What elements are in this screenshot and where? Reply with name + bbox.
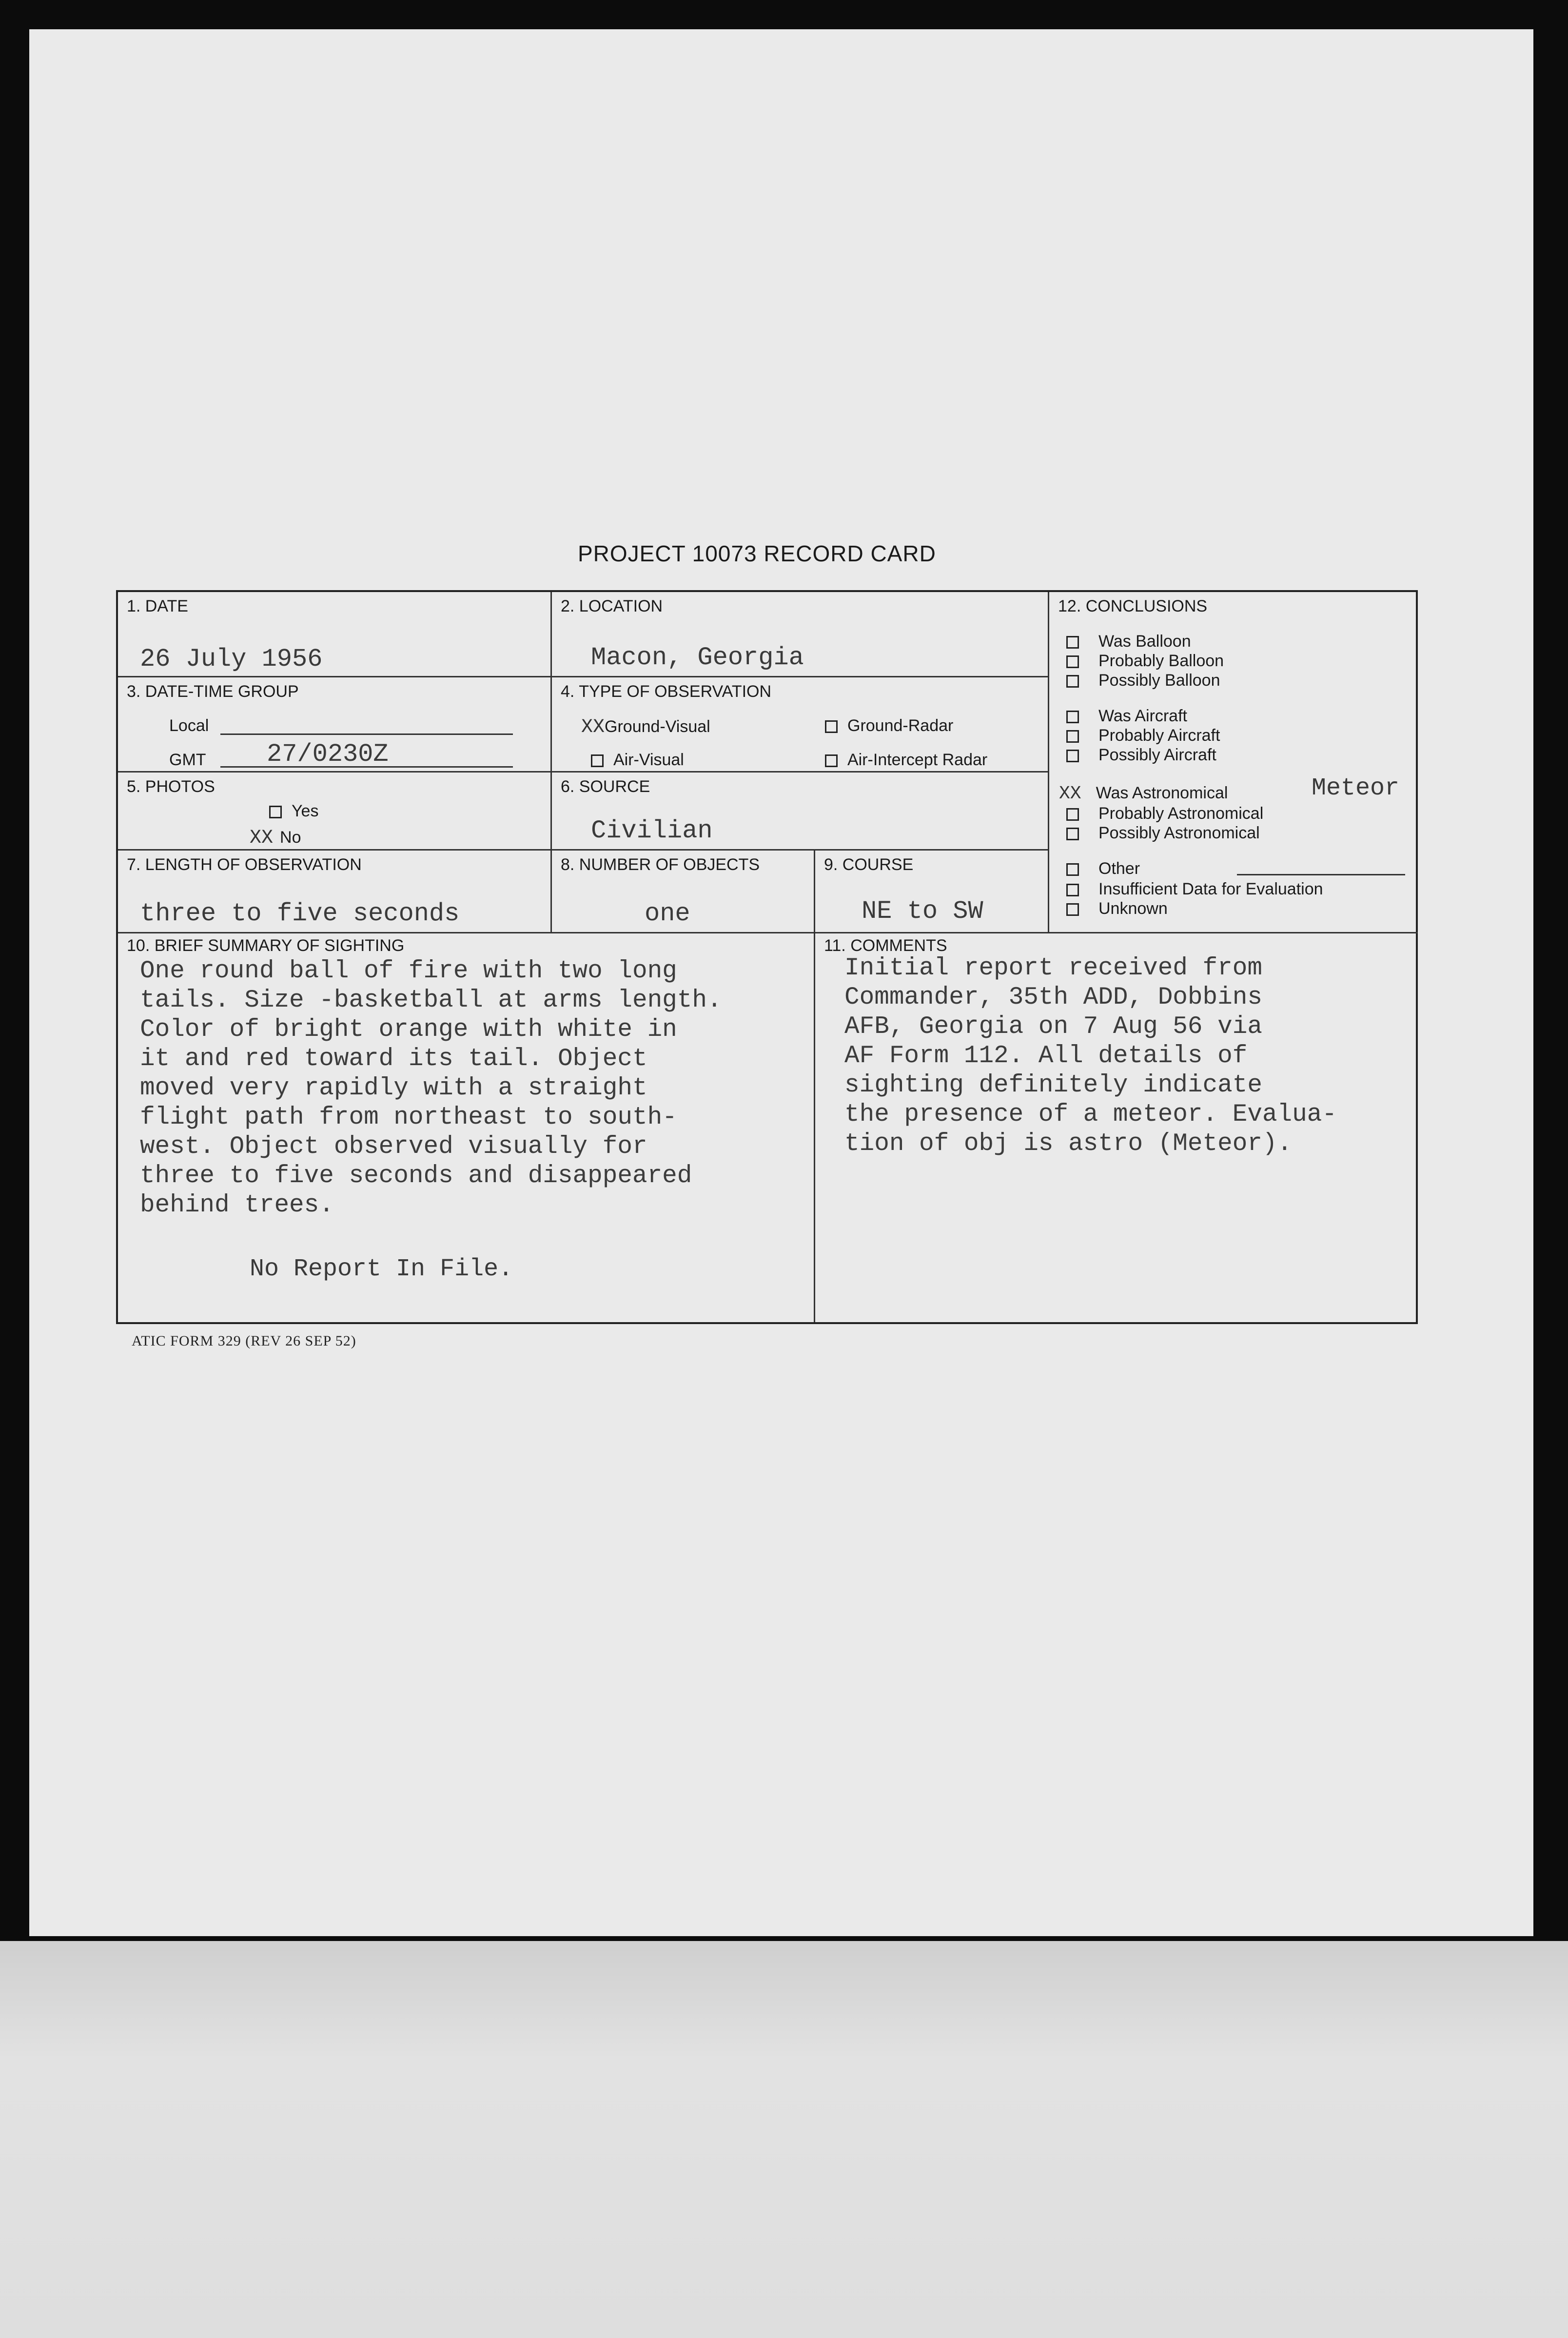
checkbox-icon bbox=[591, 754, 604, 767]
comments-line: the presence of a meteor. Evalua- bbox=[844, 1101, 1337, 1129]
was-aircraft-option bbox=[1066, 707, 1187, 726]
date-label: 1. DATE bbox=[127, 597, 188, 615]
other-option bbox=[1066, 859, 1140, 878]
was-astronomical-option bbox=[1059, 783, 1228, 804]
length-label: 7. LENGTH OF OBSERVATION bbox=[127, 855, 362, 874]
probably-aircraft-label: Probably Aircraft bbox=[1098, 726, 1220, 745]
comments-line: AF Form 112. All details of bbox=[844, 1042, 1248, 1070]
ground-visual-check-mark: XX bbox=[581, 716, 605, 738]
checkbox-icon bbox=[1066, 863, 1079, 876]
location-cell bbox=[552, 592, 1049, 677]
checkbox-icon bbox=[269, 806, 282, 818]
was-balloon-option bbox=[1066, 632, 1191, 651]
ground-visual-label: Ground-Visual bbox=[605, 717, 710, 736]
checkbox-icon bbox=[825, 754, 838, 767]
length-cell bbox=[118, 851, 552, 933]
checkbox-icon bbox=[1066, 828, 1079, 840]
possibly-aircraft-option bbox=[1066, 746, 1216, 765]
unknown-label: Unknown bbox=[1098, 899, 1168, 918]
checkbox-icon bbox=[1066, 655, 1079, 668]
conclusions-label: 12. CONCLUSIONS bbox=[1058, 597, 1208, 615]
form-footer: ATIC FORM 329 (REV 26 SEP 52) bbox=[132, 1333, 356, 1349]
checkbox-icon bbox=[1066, 675, 1079, 688]
gmt-value: 27/0230Z bbox=[267, 740, 389, 769]
summary-cell bbox=[118, 933, 815, 1322]
course-value: NE to SW bbox=[862, 897, 983, 926]
comments-cell bbox=[815, 933, 1418, 1322]
checkbox-icon bbox=[825, 720, 838, 733]
air-visual-option bbox=[591, 751, 684, 770]
unknown-option bbox=[1066, 899, 1168, 918]
photos-yes-option bbox=[269, 802, 318, 821]
summary-line: behind trees. bbox=[140, 1191, 334, 1219]
course-cell bbox=[815, 851, 1049, 933]
observation-type-cell bbox=[552, 677, 1049, 773]
summary-label: 10. BRIEF SUMMARY OF SIGHTING bbox=[127, 936, 405, 955]
photos-yes-label: Yes bbox=[292, 802, 319, 820]
date-cell bbox=[118, 592, 552, 677]
location-value: Macon, Georgia bbox=[591, 643, 804, 672]
observation-type-label: 4. TYPE OF OBSERVATION bbox=[561, 682, 772, 701]
summary-line: Color of bright orange with white in bbox=[140, 1016, 677, 1044]
summary-line: west. Object observed visually for bbox=[140, 1133, 647, 1161]
probably-aircraft-option bbox=[1066, 726, 1220, 745]
summary-line: three to five seconds and disappeared bbox=[140, 1162, 692, 1190]
summary-line: One round ball of fire with two long bbox=[140, 957, 677, 985]
checkbox-icon bbox=[1066, 884, 1079, 896]
local-label: Local bbox=[169, 716, 209, 735]
insufficient-label: Insufficient Data for Evaluation bbox=[1098, 880, 1323, 898]
astronomical-note: Meteor bbox=[1312, 774, 1400, 802]
probably-astronomical-label: Probably Astronomical bbox=[1098, 804, 1264, 823]
checkbox-icon bbox=[1066, 730, 1079, 743]
checkbox-icon bbox=[1066, 750, 1079, 762]
source-cell bbox=[552, 773, 1049, 851]
comments-line: sighting definitely indicate bbox=[844, 1071, 1262, 1099]
other-line bbox=[1237, 874, 1405, 875]
date-value: 26 July 1956 bbox=[140, 645, 323, 674]
photos-no-option bbox=[250, 827, 301, 849]
probably-balloon-option bbox=[1066, 652, 1224, 671]
checkbox-icon bbox=[1066, 711, 1079, 723]
possibly-aircraft-label: Possibly Aircraft bbox=[1098, 746, 1216, 764]
ground-visual-option bbox=[581, 716, 710, 738]
probably-astronomical-option bbox=[1066, 804, 1263, 823]
probably-balloon-label: Probably Balloon bbox=[1098, 652, 1224, 670]
course-label: 9. COURSE bbox=[824, 855, 914, 874]
was-balloon-label: Was Balloon bbox=[1098, 632, 1191, 651]
summary-note: No Report In File. bbox=[250, 1255, 513, 1283]
checkbox-icon bbox=[1066, 903, 1079, 916]
summary-line: moved very rapidly with a straight bbox=[140, 1074, 647, 1102]
possibly-astronomical-option bbox=[1066, 824, 1260, 843]
comments-line: tion of obj is astro (Meteor). bbox=[844, 1130, 1293, 1158]
comments-line: Commander, 35th ADD, Dobbins bbox=[844, 984, 1262, 1011]
ground-radar-option bbox=[825, 716, 953, 735]
objects-value: one bbox=[645, 899, 690, 928]
length-value: three to five seconds bbox=[140, 899, 460, 928]
checkbox-icon bbox=[1066, 808, 1079, 821]
was-aircraft-label: Was Aircraft bbox=[1098, 707, 1187, 725]
other-label: Other bbox=[1098, 859, 1140, 878]
photos-cell bbox=[118, 773, 552, 851]
checkbox-icon bbox=[1066, 636, 1079, 649]
comments-line: AFB, Georgia on 7 Aug 56 via bbox=[844, 1013, 1262, 1041]
air-intercept-option bbox=[825, 751, 987, 770]
air-intercept-label: Air-Intercept Radar bbox=[847, 751, 988, 769]
possibly-astronomical-label: Possibly Astronomical bbox=[1098, 824, 1260, 842]
photos-label: 5. PHOTOS bbox=[127, 777, 215, 796]
summary-line: tails. Size -basketball at arms length. bbox=[140, 987, 722, 1014]
local-line bbox=[220, 733, 513, 735]
insufficient-option bbox=[1066, 880, 1323, 899]
was-astronomical-label: Was Astronomical bbox=[1096, 784, 1228, 802]
photos-no-label: No bbox=[280, 828, 301, 847]
scan-background bbox=[0, 1941, 1568, 2338]
photos-no-check-mark: XX bbox=[250, 827, 274, 849]
comments-label: 11. COMMENTS bbox=[824, 936, 947, 955]
source-value: Civilian bbox=[591, 816, 713, 845]
possibly-balloon-label: Possibly Balloon bbox=[1098, 671, 1220, 690]
gmt-label: GMT bbox=[169, 751, 206, 769]
was-astronomical-check-mark: XX bbox=[1059, 783, 1081, 804]
possibly-balloon-option bbox=[1066, 671, 1220, 690]
location-label: 2. LOCATION bbox=[561, 597, 663, 615]
comments-line: Initial report received from bbox=[844, 954, 1262, 982]
objects-label: 8. NUMBER OF OBJECTS bbox=[561, 855, 760, 874]
objects-cell bbox=[552, 851, 815, 933]
record-card bbox=[116, 590, 1418, 1324]
summary-line: it and red toward its tail. Object bbox=[140, 1045, 647, 1073]
summary-line: flight path from northeast to south- bbox=[140, 1104, 677, 1131]
card-title: PROJECT 10073 RECORD CARD bbox=[578, 541, 936, 566]
air-visual-label: Air-Visual bbox=[613, 751, 684, 769]
summary-text bbox=[140, 957, 722, 1220]
comments-text bbox=[844, 954, 1337, 1159]
source-label: 6. SOURCE bbox=[561, 777, 650, 796]
ground-radar-label: Ground-Radar bbox=[847, 716, 954, 735]
dtg-label: 3. DATE-TIME GROUP bbox=[127, 682, 299, 701]
dtg-cell bbox=[118, 677, 552, 773]
